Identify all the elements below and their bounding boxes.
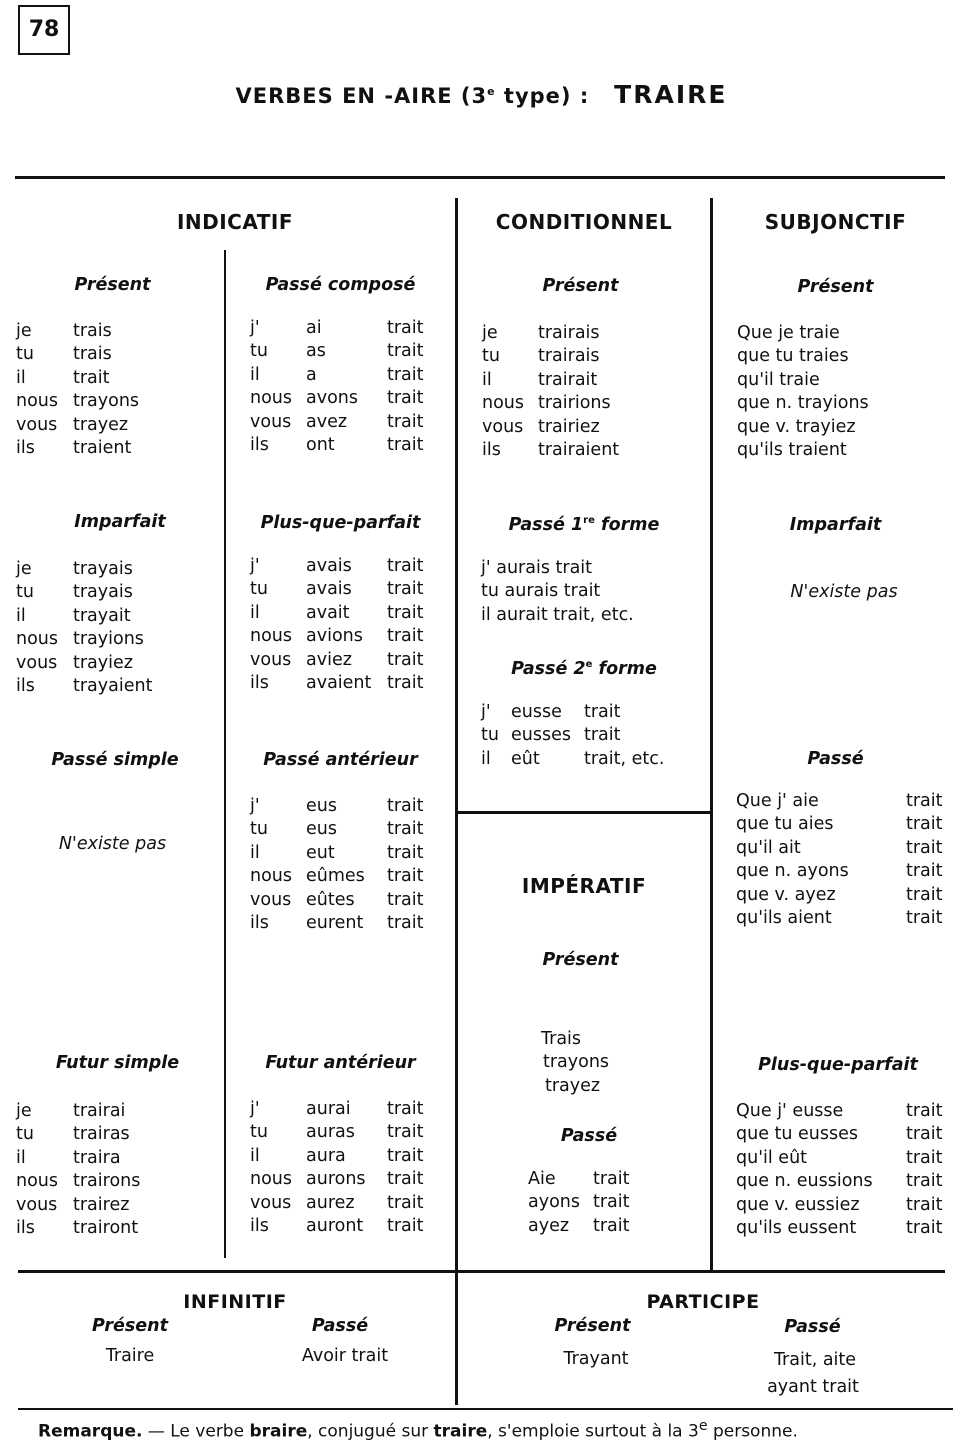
plus-que-parfait-word: tu (250, 579, 268, 600)
passe-compose-word: tu (250, 341, 268, 362)
subjonctif-passe-word: que n. ayons (736, 861, 849, 882)
top-rule (15, 176, 945, 179)
indicatif-present-word: ils (16, 438, 35, 458)
title-verb: TRAIRE (614, 80, 728, 109)
subjonctif-plus-que-parfait-word: trait (906, 1101, 943, 1121)
passe-compose-word: ai (306, 318, 322, 338)
plus-que-parfait-word: ils (250, 673, 269, 693)
indicatif-imparfait-word: tu (16, 582, 34, 603)
imperatif-passe-word: ayez (528, 1215, 570, 1236)
indicatif-present-word: trayez (73, 414, 129, 435)
plus-que-parfait-word: il (250, 602, 260, 623)
imperatif-passe-word: ayons (528, 1192, 580, 1213)
plus-que-parfait-word: avions (306, 626, 363, 647)
passe-anterieur-word: eut (306, 842, 335, 863)
indicatif-imparfait-word: nous (16, 629, 59, 650)
passe2-label: Passé 2 (511, 659, 586, 679)
futur-anterieur-word: aurez (306, 1192, 355, 1213)
passe-anterieur-word: eus (306, 819, 337, 840)
conditionnel-present-word: trairais (538, 346, 600, 367)
passe-compose-word: vous (250, 411, 292, 432)
subjonctif-passe-word: trait (906, 837, 943, 858)
plus-que-parfait-word: avait (306, 602, 350, 623)
indicatif-imparfait-word: trayiez (73, 652, 133, 673)
passe-compose-word: ils (250, 435, 269, 455)
indicatif-futur-simple-word: je (16, 1101, 32, 1121)
futur-anterieur-word: aurons (306, 1169, 366, 1190)
futur-anterieur-word: tu (250, 1122, 268, 1143)
conditionnel-present-word: vous (482, 416, 524, 437)
tense-indicatif-imparfait: Imparfait (74, 512, 166, 532)
indicatif-present-word: vous (16, 414, 58, 435)
remarque (38, 1418, 798, 1442)
heading-indicatif: INDICATIF (176, 210, 294, 234)
imperatif-passe-word: trait (593, 1215, 630, 1236)
passe1-sup: re (583, 515, 595, 527)
plus-que-parfait-word: trait (387, 626, 424, 647)
title-suffix: type) : (495, 84, 590, 108)
passe-anterieur-word: il (250, 842, 260, 863)
indicatif-present-word: tu (16, 344, 34, 365)
passe-anterieur-word: eûmes (306, 866, 365, 887)
remarque-dash: — Le verbe (142, 1421, 250, 1442)
subjonctif-present-word: que n. trayions (737, 393, 869, 414)
indicatif-imparfait-word: trayaient (73, 676, 153, 696)
divider-conditionnel-imperatif (455, 811, 712, 814)
infinitif-present-label: Présent (92, 1316, 168, 1336)
participe-present-label: Présent (554, 1316, 631, 1336)
tense-conditionnel-passe1 (458, 515, 710, 535)
passe-anterieur-word: eûtes (306, 889, 355, 910)
conditionnel-present-word: ils (482, 440, 501, 460)
remarque-model: traire (433, 1421, 488, 1442)
tense-imperatif-passe: Passé (560, 1126, 618, 1146)
passe-compose-word: trait (387, 388, 424, 409)
conditionnel-passe2-word: tu (481, 725, 499, 746)
indicatif-futur-simple-word: nous (16, 1171, 59, 1192)
futur-anterieur-word: aurai (306, 1099, 351, 1119)
passe-compose-word: j' (250, 318, 260, 338)
passe-anterieur-word: j' (250, 796, 260, 816)
subjonctif-passe-word: trait (906, 861, 943, 882)
conditionnel-passe2-word: trait, etc. (584, 748, 665, 769)
futur-anterieur-word: trait (387, 1099, 424, 1119)
plus-que-parfait-word: trait (387, 579, 424, 600)
futur-anterieur-word: vous (250, 1192, 292, 1213)
passe-anterieur-word: trait (387, 842, 424, 863)
futur-anterieur-word: trait (387, 1145, 424, 1166)
indicatif-present-word: traient (73, 438, 132, 458)
conditionnel-passe2-word: j' (481, 702, 491, 722)
passe-compose-word: il (250, 364, 260, 385)
plus-que-parfait-word: trait (387, 602, 424, 623)
indicatif-futur-simple-word: trairez (73, 1194, 130, 1215)
subjonctif-plus-que-parfait-word: trait (906, 1218, 943, 1238)
divider-conditionnel-subjonctif (710, 198, 713, 1270)
tense-conditionnel-present: Présent (542, 276, 619, 296)
imperatif-passe-word: trait (593, 1169, 630, 1189)
passe-anterieur-word: nous (250, 866, 293, 887)
subjonctif-passe-word: que v. ayez (736, 884, 836, 905)
futur-anterieur-word: auront (306, 1216, 364, 1236)
passe-compose-word: avez (306, 411, 348, 432)
plus-que-parfait-word: trait (387, 673, 424, 693)
rule-above-remarque (18, 1408, 953, 1410)
indicatif-present-word: il (16, 367, 26, 388)
imperatif-present-word: Trais (541, 1029, 582, 1049)
indicatif-present-word: trais (73, 344, 112, 365)
futur-anterieur-word: trait (387, 1122, 424, 1143)
conditionnel-present-word: je (482, 323, 498, 343)
title-prefix: VERBES EN -AIRE (3 (235, 84, 488, 108)
indicatif-present-word: trais (73, 321, 112, 341)
remarque-verb: braire (249, 1421, 308, 1442)
infinitif-present-value: Traire (105, 1346, 155, 1366)
conditionnel-passe2-word: trait (584, 725, 621, 746)
remarque-end: , s'emploie surtout à la 3 (487, 1421, 699, 1442)
conditionnel-passe1-word: j' aurais trait (481, 558, 593, 578)
participe-passe-value-2: ayant trait (767, 1377, 859, 1397)
plus-que-parfait-word: avaient (306, 673, 372, 693)
tense-subjonctif-imparfait: Imparfait (789, 515, 882, 535)
plus-que-parfait-word: j' (250, 556, 260, 576)
indicatif-imparfait-word: vous (16, 652, 58, 673)
passe2-suffix: forme (592, 659, 657, 679)
passe-anterieur-word: trait (387, 819, 424, 840)
passe1-label: Passé 1 (508, 515, 584, 535)
heading-infinitif: INFINITIF (183, 1291, 287, 1313)
indicatif-imparfait-word: trayais (73, 582, 133, 603)
passe-compose-word: trait (387, 318, 424, 338)
heading-conditionnel: CONDITIONNEL (495, 210, 673, 234)
conditionnel-passe2-word: eût (511, 748, 540, 769)
page-title (0, 80, 963, 109)
indicatif-futur-simple-word: trairont (73, 1218, 139, 1238)
indicatif-futur-simple-word: traira (73, 1147, 121, 1168)
conditionnel-present-word: trairais (538, 323, 600, 343)
subjonctif-passe-word: Que j' aie (736, 791, 819, 811)
rule-above-infinitif (18, 1270, 945, 1273)
tense-conditionnel-passe2 (458, 659, 710, 679)
indicatif-present-word: trait (73, 367, 110, 388)
indicatif-futur-simple-word: tu (16, 1124, 34, 1145)
passe-anterieur-word: trait (387, 796, 424, 816)
tense-subjonctif-present: Présent (797, 277, 874, 297)
conditionnel-passe2-word: trait (584, 702, 621, 722)
conditionnel-present-word: trairait (538, 369, 598, 390)
tense-plus-que-parfait: Plus-que-parfait (260, 513, 421, 533)
futur-anterieur-word: j' (250, 1099, 260, 1119)
divider-indicatif-conditionnel (455, 198, 458, 1405)
indicatif-imparfait-word: trayais (73, 559, 133, 579)
plus-que-parfait-word: trait (387, 649, 424, 670)
futur-anterieur-word: auras (306, 1122, 355, 1143)
tense-indicatif-futur-simple: Futur simple (55, 1053, 180, 1073)
indicatif-futur-simple-word: trairai (73, 1101, 126, 1121)
passe-compose-word: trait (387, 411, 424, 432)
subjonctif-passe-word: qu'il ait (736, 837, 801, 858)
participe-passe-value-1: Trait, aite (773, 1350, 857, 1370)
infinitif-passe-label: Passé (311, 1316, 369, 1336)
subjonctif-passe-word: que tu aies (736, 814, 834, 835)
remarque-label: Remarque. (38, 1421, 143, 1442)
passe-anterieur-word: vous (250, 889, 292, 910)
subjonctif-plus-que-parfait-word: que tu eusses (736, 1124, 859, 1145)
tense-passe-compose: Passé composé (265, 275, 416, 295)
passe-compose-word: a (306, 364, 317, 385)
subjonctif-plus-que-parfait-word: trait (906, 1171, 943, 1192)
passe-compose-word: trait (387, 341, 424, 362)
subjonctif-present-word: qu'il traie (737, 369, 820, 390)
passe-anterieur-word: tu (250, 819, 268, 840)
conditionnel-passe2-word: eusses (511, 725, 571, 746)
indicatif-passe-simple-note: N'existe pas (58, 834, 167, 854)
conditionnel-present-word: il (482, 369, 492, 390)
plus-que-parfait-word: trait (387, 556, 424, 576)
tense-futur-anterieur: Futur antérieur (265, 1053, 416, 1073)
subjonctif-present-word: Que je traie (737, 323, 840, 343)
indicatif-imparfait-word: ils (16, 676, 35, 696)
subjonctif-passe-word: trait (906, 884, 943, 905)
indicatif-imparfait-word: trayions (73, 629, 144, 650)
imperatif-passe-word: Aie (528, 1169, 556, 1189)
remarque-sup: e (698, 1418, 708, 1434)
subjonctif-plus-que-parfait-word: que v. eussiez (736, 1194, 860, 1215)
plus-que-parfait-word: nous (250, 626, 293, 647)
tense-indicatif-passe-simple: Passé simple (51, 750, 179, 770)
passe-compose-word: trait (387, 435, 424, 455)
subjonctif-passe-word: qu'ils aient (736, 908, 832, 928)
heading-subjonctif: SUBJONCTIF (764, 210, 907, 234)
conditionnel-passe1-word: tu aurais trait (481, 581, 601, 602)
futur-anterieur-word: ils (250, 1216, 269, 1236)
tense-subjonctif-passe: Passé (807, 749, 864, 769)
heading-participe: PARTICIPE (646, 1291, 760, 1313)
subjonctif-passe-word: trait (906, 908, 943, 928)
indicatif-futur-simple-word: il (16, 1147, 26, 1168)
passe-anterieur-word: eus (306, 796, 337, 816)
subjonctif-imparfait-note: N'existe pas (790, 582, 898, 602)
passe-compose-word: ont (306, 435, 335, 455)
imperatif-present-word: trayez (545, 1075, 601, 1096)
imperatif-present-word: trayons (543, 1052, 610, 1073)
indicatif-present-word: je (16, 321, 32, 341)
plus-que-parfait-word: avais (306, 579, 352, 600)
subjonctif-plus-que-parfait-word: qu'ils eussent (736, 1218, 857, 1238)
indicatif-imparfait-word: trayait (73, 605, 131, 626)
conditionnel-present-word: trairaient (538, 440, 620, 460)
futur-anterieur-word: aura (306, 1145, 346, 1166)
subjonctif-present-word: qu'ils traient (737, 440, 847, 460)
passe-anterieur-word: trait (387, 866, 424, 887)
indicatif-futur-simple-word: vous (16, 1194, 58, 1215)
participe-passe-label: Passé (784, 1317, 841, 1337)
subjonctif-plus-que-parfait-word: que n. eussions (736, 1171, 873, 1192)
passe-anterieur-word: eurent (306, 913, 364, 933)
futur-anterieur-word: trait (387, 1192, 424, 1213)
subjonctif-passe-word: trait (906, 814, 943, 835)
subjonctif-plus-que-parfait-word: qu'il eût (736, 1147, 808, 1168)
plus-que-parfait-word: vous (250, 649, 292, 670)
infinitif-passe-value: Avoir trait (301, 1346, 389, 1366)
subjonctif-plus-que-parfait-word: trait (906, 1147, 943, 1168)
indicatif-present-word: nous (16, 391, 59, 412)
futur-anterieur-word: trait (387, 1169, 424, 1190)
conditionnel-present-word: trairions (538, 393, 611, 414)
passe-anterieur-word: trait (387, 889, 424, 910)
tense-subjonctif-plus-que-parfait: Plus-que-parfait (758, 1055, 918, 1075)
subjonctif-plus-que-parfait-word: Que j' eusse (736, 1101, 844, 1121)
conditionnel-passe2-word: eusse (511, 702, 562, 722)
conditionnel-present-word: tu (482, 346, 500, 367)
passe-anterieur-word: ils (250, 913, 269, 933)
subjonctif-plus-que-parfait-word: trait (906, 1194, 943, 1215)
subjonctif-present-word: que tu traies (737, 346, 849, 367)
passe-compose-word: avons (306, 388, 358, 409)
remarque-tail: personne. (707, 1421, 798, 1442)
plus-que-parfait-word: aviez (306, 649, 352, 670)
futur-anterieur-word: il (250, 1145, 260, 1166)
title-sup: e (487, 85, 496, 98)
indicatif-imparfait-word: je (16, 559, 32, 579)
passe-compose-word: trait (387, 364, 424, 385)
indicatif-futur-simple-word: trairas (73, 1124, 130, 1145)
subjonctif-passe-word: trait (906, 791, 943, 811)
indicatif-futur-simple-word: trairons (73, 1171, 141, 1192)
indicatif-imparfait-word: il (16, 605, 26, 626)
remarque-middle: , conjugué sur (307, 1421, 434, 1442)
heading-imperatif: IMPÉRATIF (521, 874, 647, 898)
tense-imperatif-present: Présent (542, 950, 619, 970)
passe-compose-word: as (306, 341, 326, 362)
futur-anterieur-word: trait (387, 1216, 424, 1236)
conditionnel-passe1-word: il aurait trait, etc. (481, 604, 634, 625)
futur-anterieur-word: nous (250, 1169, 293, 1190)
passe2-sup: e (585, 659, 593, 671)
indicatif-present-word: trayons (73, 391, 140, 412)
indicatif-futur-simple-word: ils (16, 1218, 35, 1238)
plus-que-parfait-word: avais (306, 556, 352, 576)
passe1-suffix: forme (594, 515, 660, 535)
subjonctif-plus-que-parfait-word: trait (906, 1124, 943, 1145)
passe-compose-word: nous (250, 388, 293, 409)
participe-present-value: Trayant (563, 1349, 629, 1369)
passe-anterieur-word: trait (387, 913, 424, 933)
tense-passe-anterieur: Passé antérieur (263, 750, 418, 770)
conditionnel-passe2-word: il (481, 748, 491, 769)
conditionnel-present-word: nous (482, 393, 525, 414)
imperatif-passe-word: trait (593, 1192, 630, 1213)
conditionnel-present-word: trairiez (538, 416, 600, 437)
subjonctif-present-word: que v. trayiez (737, 416, 856, 437)
tense-indicatif-present: Présent (74, 275, 151, 295)
page-number: 78 (18, 5, 70, 55)
